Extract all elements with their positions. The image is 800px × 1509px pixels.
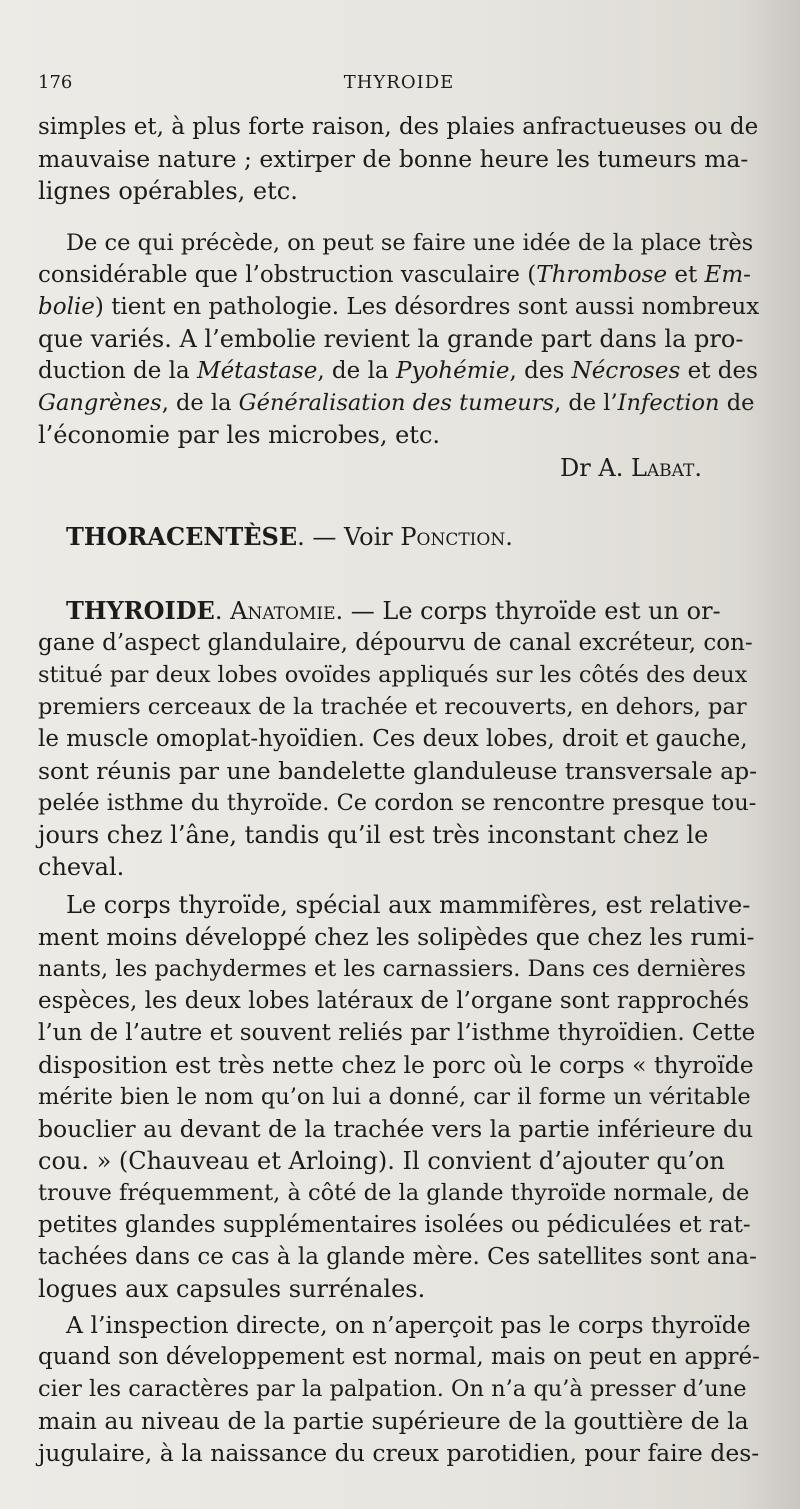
- section-subhead: Anatomie: [230, 597, 336, 625]
- text-line: De ce qui précède, on peut se faire une idée de la place très: [66, 230, 754, 256]
- entry-thoracentese: THORACENTÈSE. — Voir Ponction.: [66, 522, 513, 551]
- text-line: duction de la Métastase, de la Pyohémie, des Nécroses et des: [38, 358, 758, 384]
- text-line: jours chez l’âne, tandis qu’il est très inconstant chez le: [38, 821, 709, 849]
- term-thrombose: Thrombose: [536, 262, 668, 288]
- text-line: jugulaire, à la naissance du creux parotidien, pour faire des-: [38, 1439, 760, 1467]
- term-infection: Infection: [617, 390, 720, 416]
- term-metastase: Métastase: [197, 358, 318, 384]
- text-line: mauvaise nature ; extirper de bonne heure les tumeurs ma-: [38, 145, 749, 173]
- text-line: premiers cerceaux de la trachée et recouverts, en dehors, par: [38, 694, 747, 720]
- term-gangrenes: Gangrènes: [38, 390, 162, 416]
- page-header: [38, 72, 760, 102]
- author-signature: [560, 454, 702, 482]
- entry-headword: THYROIDE: [66, 596, 215, 625]
- text-line: ment moins développé chez les solipèdes que chez les rumi-: [38, 923, 755, 951]
- text-line: mérite bien le nom qu’on lui a donné, car il forme un véritable: [38, 1084, 751, 1110]
- text-line: cheval.: [38, 853, 125, 881]
- text-line: petites glandes supplémentaires isolées ou pédiculées et rat-: [38, 1212, 751, 1238]
- text-line: main au niveau de la partie supérieure de la gouttière de la: [38, 1407, 749, 1435]
- text-line: que variés. A l’embolie revient la grande part dans la pro-: [38, 325, 744, 353]
- text-line: espèces, les deux lobes latéraux de l’organe sont rapprochés: [38, 988, 750, 1014]
- text-line: considérable que l’obstruction vasculaire (Thrombose et Em-: [38, 262, 751, 288]
- author-title: Dr: [560, 454, 591, 482]
- text-line: tachées dans ce cas à la glande mère. Ces satellites sont ana-: [38, 1244, 757, 1270]
- text-line: le muscle omoplat-hyoïdien. Ces deux lobes, droit et gauche,: [38, 726, 748, 752]
- text-line: disposition est très nette chez le porc où le corps « thyroïde: [38, 1051, 754, 1079]
- text-line: cier les caractères par la palpation. On n’a qu’à presser d’une: [38, 1376, 747, 1402]
- text-line: Gangrènes, de la Généralisation des tumeurs, de l’Infection de: [38, 390, 755, 416]
- text-line: A l’inspection directe, on n’aperçoit pas le corps thyroïde: [66, 1311, 751, 1339]
- running-title: THYROIDE: [343, 72, 455, 93]
- term-embolie: bolie: [38, 294, 95, 320]
- text-line: pelée isthme du thyroïde. Ce cordon se rencontre presque tou-: [38, 790, 757, 816]
- text-line: nants, les pachydermes et les carnassiers. Dans ces dernières: [38, 956, 746, 982]
- text-line: gane d’aspect glandulaire, dépourvu de canal excréteur, con-: [38, 630, 753, 656]
- text-line: l’un de l’autre et souvent reliés par l’isthme thyroïdien. Cette: [38, 1020, 756, 1046]
- author-name: A. Labat.: [598, 454, 702, 482]
- term-pyohemie: Pyohémie: [395, 358, 510, 384]
- text-line: trouve fréquemment, à côté de la glande thyroïde normale, de: [38, 1180, 750, 1206]
- text-line: cou. » (Chauveau et Arloing). Il convient d’ajouter qu’on: [38, 1147, 725, 1175]
- text-line: simples et, à plus forte raison, des plaies anfractueuses ou de: [38, 114, 759, 140]
- text-line: bolie) tient en pathologie. Les désordres sont aussi nombreux: [38, 294, 760, 320]
- text-line: lignes opérables, etc.: [38, 177, 298, 205]
- entry-thyroide-heading: THYROIDE. Anatomie. — Le corps thyroïde est un or-: [66, 596, 721, 625]
- text-line: sont réunis par une bandelette glanduleuse transversale ap-: [38, 757, 758, 785]
- text-line: bouclier au devant de la trachée vers la partie inférieure du: [38, 1115, 754, 1143]
- cross-reference: Ponction: [400, 523, 506, 551]
- page-number: 176: [38, 72, 73, 93]
- text-line: stitué par deux lobes ovoïdes appliqués sur les côtés des deux: [38, 662, 748, 688]
- term-generalisation: Généralisation des tumeurs: [238, 390, 555, 416]
- term-necroses: Nécroses: [571, 358, 681, 384]
- text-line: logues aux capsules surrénales.: [38, 1275, 426, 1303]
- text-line: l’économie par les microbes, etc.: [38, 421, 441, 449]
- text-line: quand son développement est normal, mais on peut en appré-: [38, 1344, 760, 1370]
- text-line: Le corps thyroïde, spécial aux mammifères, est relative-: [66, 891, 751, 919]
- entry-headword: THORACENTÈSE: [66, 522, 298, 551]
